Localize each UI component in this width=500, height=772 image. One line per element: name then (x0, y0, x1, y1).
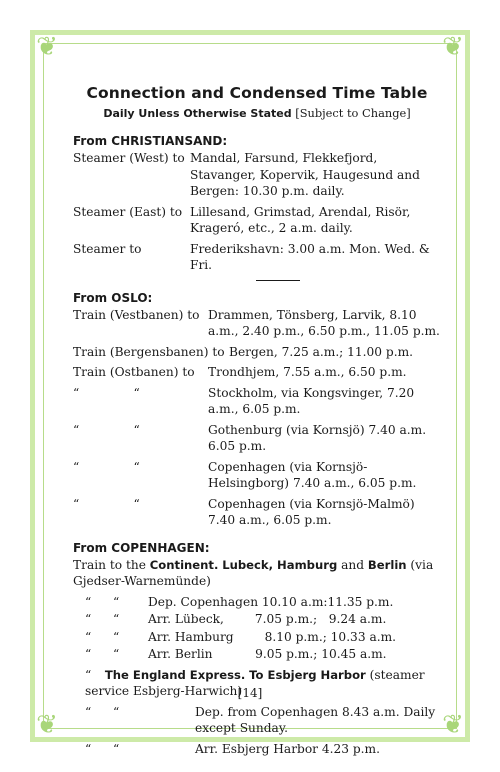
subtitle-note: [Subject to Change] (295, 106, 411, 120)
list-item (73, 241, 441, 274)
row-text: Arr. Lübeck, 7.05 p.m.; 9.24 a.m. (148, 612, 387, 626)
list-item (73, 344, 441, 361)
list-item (73, 646, 441, 663)
ditto-mark: “ (85, 647, 92, 661)
row-label: Train (Bergensbanen) to (73, 344, 225, 359)
corner-ornament-icon: ❦ (442, 710, 464, 740)
row-text: Dep. Copenhagen 10.10 a.m:11.35 p.m. (148, 594, 394, 609)
ditto-mark: “ (113, 704, 120, 719)
list-item (73, 741, 441, 758)
ditto-mark: “ (85, 704, 92, 719)
list-item (73, 204, 441, 237)
ditto-mark: “ (113, 647, 120, 661)
express-note: (steamer service Esbjerg-Harwich) (85, 667, 425, 698)
list-item (73, 150, 441, 200)
row-label: “ “ (73, 459, 140, 474)
row-text: Dep. from Copenhagen 8.43 a.m. Daily except Sunday. (195, 704, 436, 735)
ditto-mark: “ (113, 741, 120, 756)
express-name: The England Express. (104, 667, 246, 682)
corner-ornament-icon: ❦ (442, 32, 464, 62)
list-item (73, 422, 441, 455)
row-text: Mandal, Farsund, Flekkefjord, Stavanger, Kopervik, Haugesund and Bergen: 10.30 p.m. daily. (190, 151, 420, 198)
row-text: Arr. Hamburg 8.10 p.m.; 10.33 a.m. (148, 629, 397, 644)
row-label: Steamer (West) to (73, 151, 185, 165)
section-heading-copenhagen: From COPENHAGEN: (73, 540, 210, 555)
list-item (73, 629, 441, 646)
intro-a: Train to the (73, 557, 146, 572)
section-heading-oslo: From OSLO: (73, 290, 153, 305)
ditto-mark: “ (85, 594, 92, 609)
row-text: Gothenburg (via Kornsjö) 7.40 a.m. 6.05 p.m. (208, 422, 427, 453)
row-label: Steamer (East) to (73, 204, 183, 219)
intro-e: Berlin (367, 557, 407, 572)
page-number: [14] (237, 686, 263, 700)
row-label: “ “ (73, 385, 140, 400)
row-label: Train (Vestbanen) to (73, 307, 200, 322)
intro-c: Lubeck, Hamburg (222, 557, 338, 572)
ditto-mark: “ (85, 612, 92, 626)
intro-d: and (341, 557, 365, 572)
ditto-mark: “ (85, 629, 92, 644)
list-item (73, 704, 441, 737)
express-destination: To Esbjerg Harbor (249, 667, 366, 682)
row-label: “ “ (73, 422, 140, 437)
row-label: Train (Ostbanen) to (73, 365, 195, 379)
row-text: Drammen, Tönsberg, Larvik, 8.10 a.m., 2.40 p.m., 6.50 p.m., 11.05 p.m. (208, 307, 440, 338)
list-item (73, 594, 441, 611)
subtitle-bold: Daily Unless Otherwise Stated (103, 107, 292, 120)
intro-f: (via Gjedser-Warnemünde) (73, 557, 434, 588)
section-heading-christiansand: From CHRISTIANSAND: (73, 134, 228, 148)
row-label: “ “ (73, 496, 140, 511)
row-text: Bergen, 7.25 a.m.; 11.00 p.m. (229, 344, 414, 359)
intro-b: Continent. (149, 557, 219, 572)
corner-ornament-icon: ❦ (36, 710, 58, 740)
row-text: Copenhagen (via Kornsjö-Malmö) 7.40 a.m., 6.05 p.m. (208, 496, 415, 527)
list-item (73, 611, 441, 628)
list-item (73, 459, 441, 492)
ditto-mark: “ (113, 594, 120, 609)
list-item (73, 385, 441, 418)
page-subtitle (73, 106, 441, 120)
list-item (73, 496, 441, 529)
row-text: Lillesand, Grimstad, Arendal, Risör, Krageró, etc., 2 a.m. daily. (190, 204, 411, 235)
row-text: Frederikshavn: 3.00 a.m. Mon. Wed. & Fri. (190, 241, 430, 272)
ditto-mark: “ (113, 612, 120, 626)
list-item (73, 307, 441, 340)
page-title: Connection and Condensed Time Table (86, 84, 428, 102)
row-text: Arr. Esbjerg Harbor 4.23 p.m. (195, 741, 380, 756)
timetable-content (73, 84, 441, 761)
row-text: Arr. Berlin 9.05 p.m.; 10.45 a.m. (148, 647, 387, 661)
section-divider (256, 280, 300, 281)
corner-ornament-icon: ❦ (36, 32, 58, 62)
list-item (73, 557, 441, 590)
row-text: Stockholm, via Kongsvinger, 7.20 a.m., 6.05 p.m. (208, 385, 415, 416)
row-text: Trondhjem, 7.55 a.m., 6.50 p.m. (208, 365, 407, 379)
list-item (73, 364, 441, 381)
ditto-mark: “ (85, 741, 92, 756)
ditto-mark: “ (113, 629, 120, 644)
row-label: Steamer to (73, 241, 142, 256)
row-text: Copenhagen (via Kornsjö-Helsingborg) 7.40 a.m., 6.05 p.m. (208, 459, 417, 490)
ditto-mark: “ (85, 667, 92, 682)
